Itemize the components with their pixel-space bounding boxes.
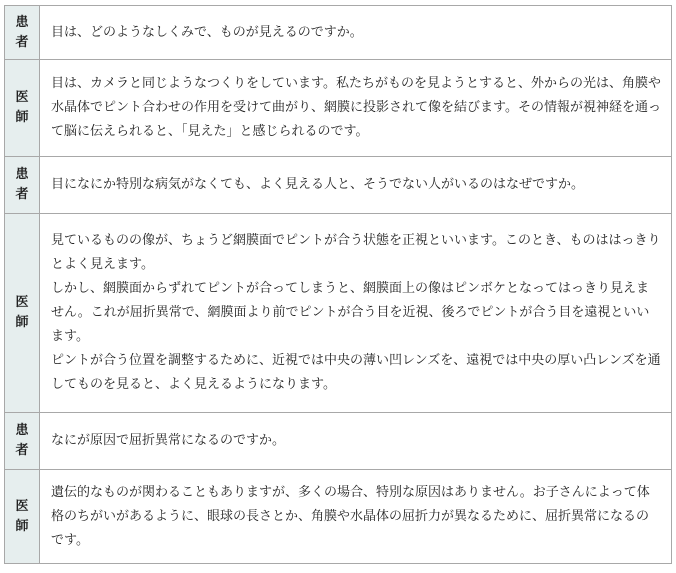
role-label-patient bbox=[5, 6, 40, 60]
role-label-patient bbox=[5, 413, 40, 470]
role-char: 者 bbox=[15, 34, 29, 50]
role-label-doctor bbox=[5, 214, 40, 413]
table-row bbox=[5, 60, 672, 157]
role-char: 医 bbox=[15, 90, 29, 105]
role-char: 師 bbox=[15, 315, 29, 330]
role-char: 者 bbox=[15, 443, 29, 458]
role-char: 患 bbox=[15, 167, 29, 182]
role-char: 者 bbox=[15, 187, 29, 202]
role-char: 師 bbox=[15, 110, 29, 125]
role-char: 患 bbox=[15, 423, 29, 438]
table-row bbox=[5, 6, 672, 60]
question-text: 目は、どのようなしくみで、ものが見えるのですか。 bbox=[40, 6, 672, 60]
table-row bbox=[5, 470, 672, 564]
role-char: 医 bbox=[15, 295, 29, 310]
answer-text: 見ているものの像が、ちょうど網膜面でピントが合う状態を正視といいます。このとき、ものははっきりとよく見えます。 しかし、網膜面からずれてピントが合ってしまうと、網膜面上の像はピンボケとなってはっきり見えません。これが屈折異常で、網膜面より前でピントが合う目を近視、後ろでピントが合う目を遠視といいます。 ピントが合う位置を調整するために、近視では中央の薄い凹レンズを、遠視では中央の厚い凸レンズを通してものを見ると、よく見えるようになります。 bbox=[40, 214, 672, 413]
role-char: 師 bbox=[15, 518, 29, 534]
role-char: 患 bbox=[15, 14, 29, 30]
table-row bbox=[5, 157, 672, 214]
question-text: 目になにか特別な病気がなくても、よく見える人と、そうでない人がいるのはなぜですか。 bbox=[40, 157, 672, 214]
qa-table bbox=[4, 5, 672, 564]
answer-text: 遺伝的なものが関わることもありますが、多くの場合、特別な原因はありません。お子さんによって体格のちがいがあるように、眼球の長さとか、角膜や水晶体の屈折力が異なるために、屈折異常になるのです。 bbox=[40, 470, 672, 564]
role-char: 医 bbox=[15, 498, 29, 514]
role-label-doctor bbox=[5, 60, 40, 157]
answer-text: 目は、カメラと同じようなつくりをしています。私たちがものを見ようとすると、外からの光は、角膜や水晶体でピント合わせの作用を受けて曲がり、網膜に投影されて像を結びます。その情報が視神経を通って脳に伝えられると、「見えた」と感じられるのです。 bbox=[40, 60, 672, 157]
role-label-doctor bbox=[5, 470, 40, 564]
role-label-patient bbox=[5, 157, 40, 214]
question-text: なにが原因で屈折異常になるのですか。 bbox=[40, 413, 672, 470]
table-row bbox=[5, 413, 672, 470]
table-row bbox=[5, 214, 672, 413]
